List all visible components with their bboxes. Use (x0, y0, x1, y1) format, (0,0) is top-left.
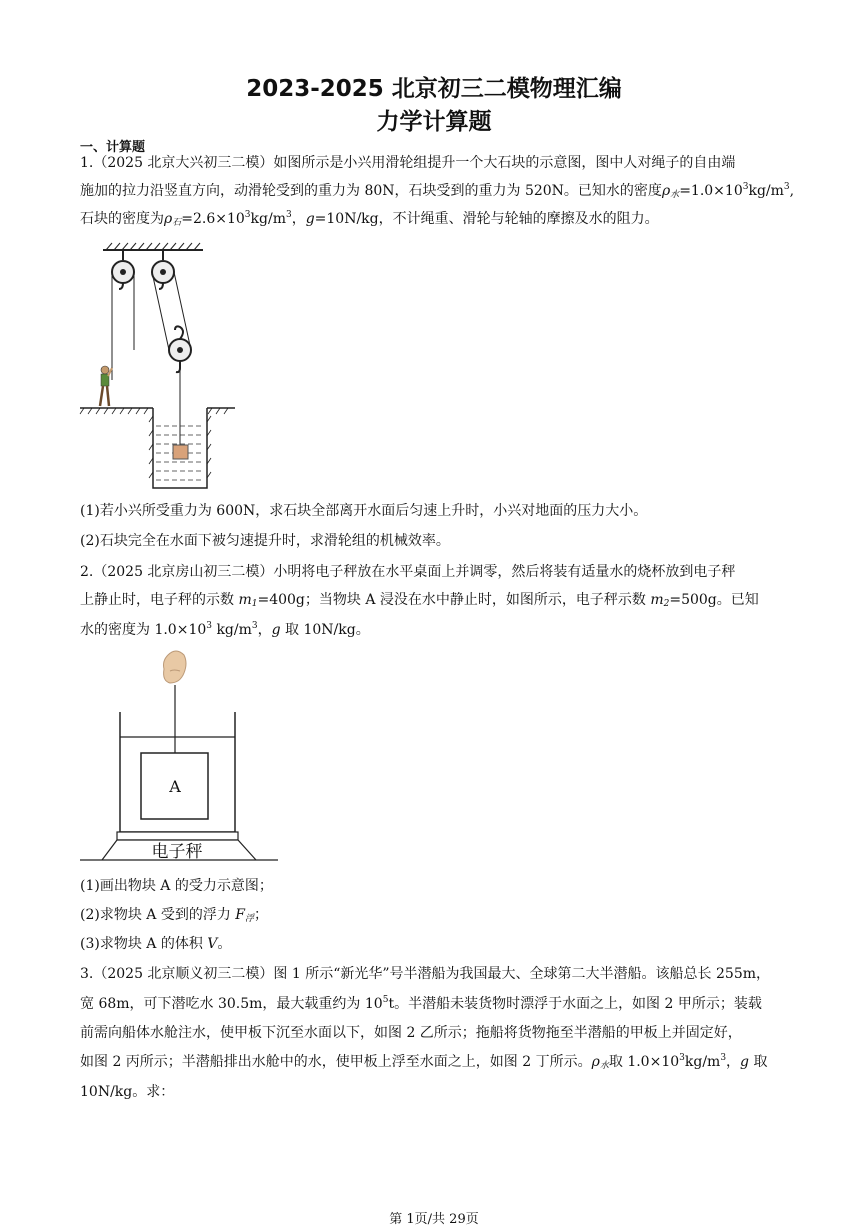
q2-line2: 上静止时，电子秤的示数 $m_1=400g$；当物块 A 浸没在水中静止时，如图所示，电子秤示数 $m_2=500g$。已知 (80, 592, 759, 609)
document-subtitle: 力学计算题 (376, 109, 492, 135)
section-heading: 一、计算题 (80, 140, 146, 155)
q2-line1: 2.（2025 北京房山初三二模）小明将电子秤放在水平桌面上并调零，然后将装有适量水的烧杯放到电子秤 (80, 564, 736, 580)
q3-line3: 前需向船体水舱注水，使甲板下沉至水面以下，如图 2 乙所示；拖船将货物拖至半潜船的甲板上并固定好， (80, 1025, 742, 1041)
scale-figure (80, 645, 280, 865)
q3-line5: 10N/kg。求： (80, 1084, 175, 1100)
q1-line1: 1.（2025 北京大兴初三二模）如图所示是小兴用滑轮组提升一个大石块的示意图，图中人对绳子的自由端 (80, 155, 736, 171)
pulley-figure (78, 240, 238, 490)
q3-line1: 3.（2025 北京顺义初三二模）图 1 所示“新光华”号半潜船为我国最大、全球第二大半潜船。该船总长 255m， (80, 966, 771, 982)
q2-sub1: (1)画出物块 A 的受力示意图； (80, 878, 273, 894)
q3-line2: 宽 68m，可下潜吃水 30.5m，最大载重约为 $10^5t$。半潜船未装货物时漂浮于水面之上，如图 2 甲所示；装载 (80, 995, 762, 1012)
q3-line4: 如图 2 丙所示；半潜船排出水舱中的水，使甲板上浮至水面之上，如图 2 丁所示。$\rho_水$取 $1.0\times 10^3kg/m^3$，g 取 (80, 1053, 768, 1071)
q1-line2: 施加的拉力沿竖直方向，动滑轮受到的重力为 80N，石块受到的重力为 520N。已知水的密度$\rho_水=1.0\times 10^3kg/m^3$, (80, 182, 795, 200)
q2-sub2: (2)求物块 A 受到的浮力 $F_浮$； (80, 907, 269, 924)
q1-sub2: (2)石块完全在水面下被匀速提升时，求滑轮组的机械效率。 (80, 533, 450, 549)
document-title: 2023-2025 北京初三二模物理汇编 (246, 76, 622, 102)
page-footer: 第 1页/共 29页 (389, 1212, 479, 1227)
q1-line3: 石块的密度为$\rho_石=2.6\times 10^3kg/m^3$，g=10N/kg，不计绳重、滑轮与轮轴的摩擦及水的阻力。 (80, 210, 659, 228)
q2-line3: 水的密度为 $1.0\times 10^3$ $kg/m^3$，g 取 10N/kg。 (80, 621, 370, 638)
scale-label: 电子秤 (151, 842, 203, 862)
block-a-label: A (169, 777, 181, 796)
q1-sub1: (1)若小兴所受重力为 600N，求石块全部离开水面后匀速上升时，小兴对地面的压力大小。 (80, 503, 648, 519)
q2-sub3: (3)求物块 A 的体积 V。 (80, 936, 232, 952)
